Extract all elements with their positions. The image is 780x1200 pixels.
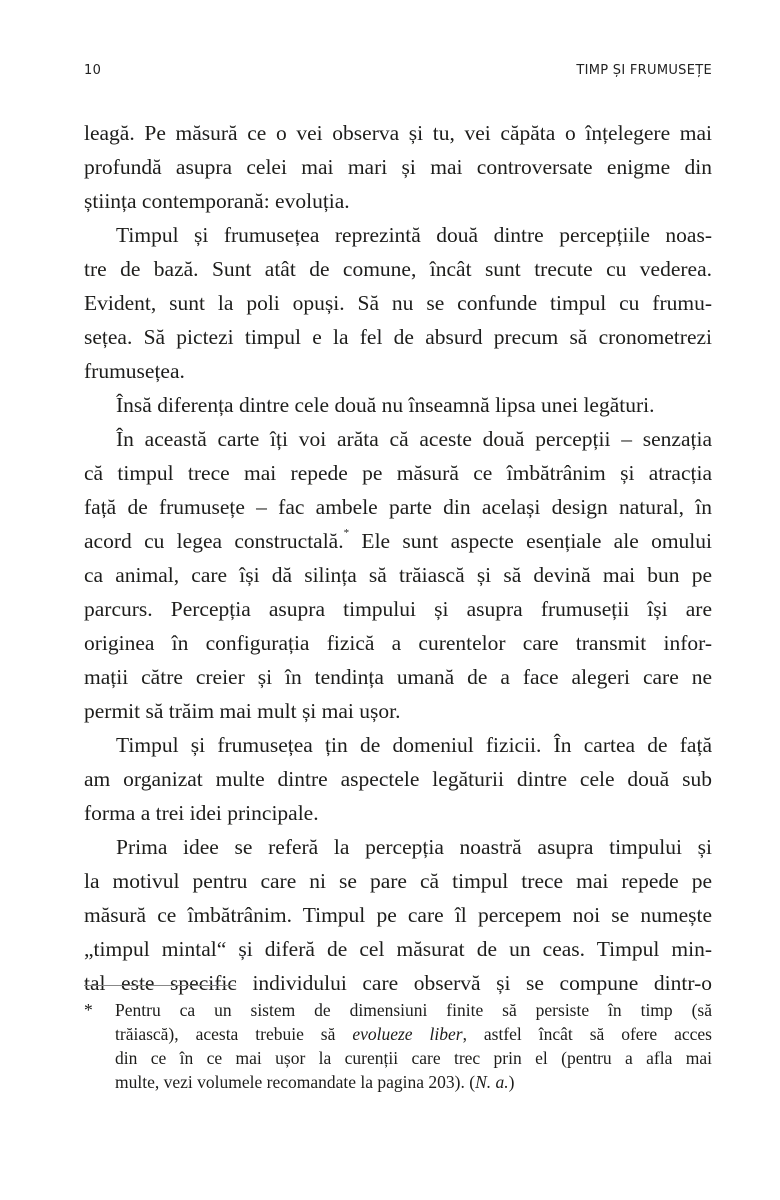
- text: trăiască), acesta trebuie să: [115, 1024, 353, 1044]
- text-line: permit să trăim mai mult și mai ușor.: [84, 699, 401, 723]
- page-number: 10: [84, 63, 102, 78]
- footnote: [84, 998, 712, 1094]
- text-line: Timpul și frumusețea țin de domeniul fizicii. În cartea de față: [116, 733, 712, 757]
- footnote-line: Pentru ca un sistem de dimensiuni finite să persiste în timp (să: [115, 1000, 712, 1020]
- footnote-line: [115, 1022, 712, 1046]
- text-line: la motivul pentru care ni se pare că timpul trece mai repede pe: [84, 869, 712, 893]
- text-line: Evident, sunt la poli opuși. Să nu se confunde timpul cu frumu-: [84, 291, 712, 315]
- footnote-reference[interactable]: *: [343, 527, 350, 539]
- text-line: ca animal, care își dă silința să trăiască și să devină mai bun pe: [84, 563, 712, 587]
- running-header: TIMP ȘI FRUMUSEȚE: [576, 63, 712, 78]
- text-line: față de frumusețe – fac ambele parte din același design natural, în: [84, 495, 712, 519]
- text-line: Însă diferența dintre cele două nu înseamnă lipsa unei legături.: [116, 393, 655, 417]
- text-line: „timpul mintal“ și diferă de cel măsurat de un ceas. Timpul min-: [84, 937, 712, 961]
- text-line: Timpul și frumusețea reprezintă două dintre percepțiile noas-: [116, 223, 712, 247]
- text-line: Prima idee se referă la percepția noastră asupra timpului și: [116, 835, 712, 859]
- footnote-marker: *: [84, 1000, 93, 1020]
- text-line: leagă. Pe măsură ce o vei observa și tu, vei căpăta o înțelegere mai: [84, 121, 712, 145]
- italic-text: evolueze liber: [352, 1024, 463, 1044]
- text: ): [508, 1072, 515, 1092]
- text: Ele sunt aspecte esențiale ale omului: [349, 529, 712, 553]
- text-line: că timpul trece mai repede pe măsură ce îmbătrânim și atracția: [84, 461, 712, 485]
- text-line-with-footnote-ref: [84, 524, 712, 558]
- text-line: sețea. Să pictezi timpul e la fel de absurd precum să cronometrezi: [84, 325, 712, 349]
- text-line: În această carte îți voi arăta că aceste două percepții – senzația: [116, 427, 712, 451]
- footnote-line: [115, 1070, 712, 1094]
- italic-text: N. a.: [475, 1072, 509, 1092]
- text-line: știința contemporană: evoluția.: [84, 189, 350, 213]
- text-line: originea în configurația fizică a curentelor care transmit infor-: [84, 631, 712, 655]
- text-line: forma a trei idei principale.: [84, 801, 319, 825]
- text-line: tal este specific individului care observă și se compune dintr-o: [84, 971, 712, 995]
- text-line: mații către creier și în tendința umană de a face alegeri care ne: [84, 665, 712, 689]
- text: , astfel încât să ofere acces: [462, 1024, 712, 1044]
- text-line: parcurs. Percepția asupra timpului și asupra frumuseții își are: [84, 597, 712, 621]
- footnote-line: din ce în ce mai ușor la curenții care trec prin el (pentru a afla mai: [115, 1048, 712, 1068]
- text-line: tre de bază. Sunt atât de comune, încât sunt trecute cu vederea.: [84, 257, 712, 281]
- body-text: [84, 116, 712, 1000]
- text-line: profundă asupra celei mai mari și mai controversate enigme din: [84, 155, 712, 179]
- text-line: măsură ce îmbătrânim. Timpul pe care îl percepem noi se numește: [84, 903, 712, 927]
- text-line: am organizat multe dintre aspectele legăturii dintre cele două sub: [84, 767, 712, 791]
- text: multe, vezi volumele recomandate la pagina 203). (: [115, 1072, 476, 1092]
- footnote-divider: [84, 985, 236, 986]
- text: acord cu legea constructală.: [84, 529, 344, 553]
- text-line: frumusețea.: [84, 359, 185, 383]
